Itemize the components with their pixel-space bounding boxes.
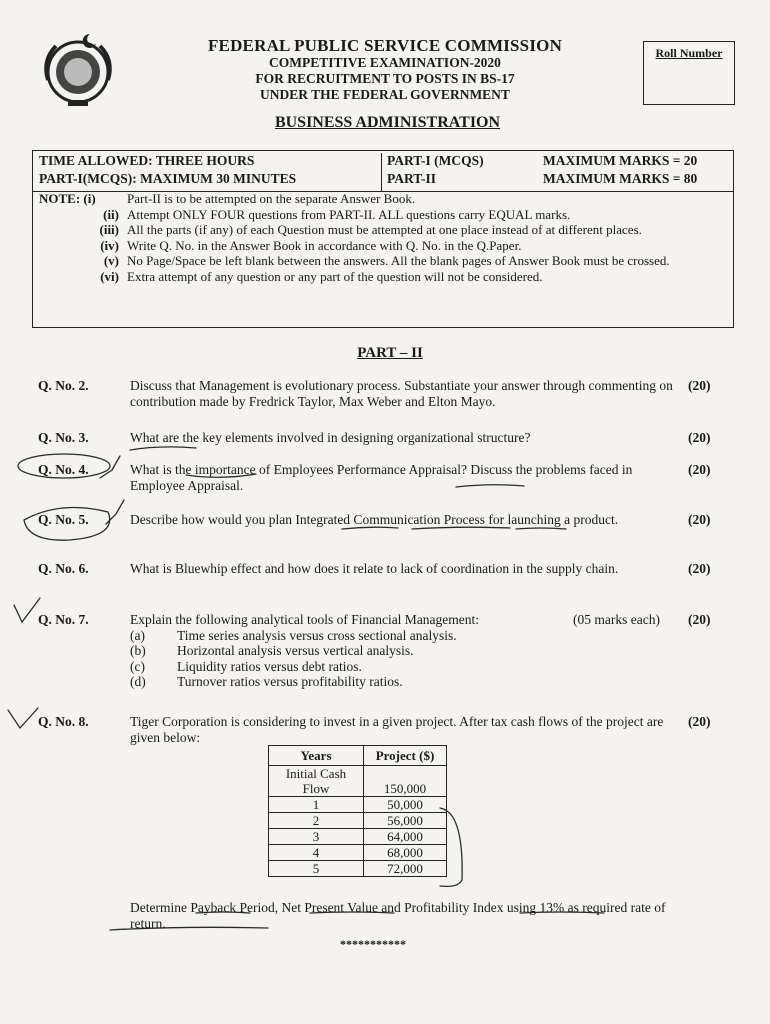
part1-label: PART-I (MCQS): [381, 153, 484, 191]
table-header-row: [269, 746, 447, 766]
question-text: Determine Payback Period, Net Present Value and Profitability Index using 13% as required rate of return.: [130, 900, 666, 931]
table-cell: 5: [269, 861, 364, 877]
table-cell: 50,000: [364, 797, 447, 813]
max-marks-part1: MAXIMUM MARKS = 20: [543, 153, 698, 168]
sub-question: (b) Horizontal analysis versus vertical analysis.: [130, 643, 414, 658]
table-cell: 1: [269, 797, 364, 813]
sub-question: (a) Time series analysis versus cross sectional analysis.: [130, 627, 457, 643]
note-item: (ii) Attempt ONLY FOUR questions from PART-II. ALL questions carry EQUAL marks.: [103, 206, 571, 222]
table-row: [269, 813, 447, 829]
question-label: Q. No. 5.: [38, 512, 89, 527]
table-cell: 56,000: [364, 813, 447, 829]
question-text: Tiger Corporation is considering to invest in a given project. After tax cash flows of the project are given below:: [130, 714, 664, 745]
sub-question: (d) Turnover ratios versus profitability ratios.: [130, 674, 403, 689]
question-text: What is Bluewhip effect and how does it relate to lack of coordination in the supply chain.: [130, 561, 619, 576]
government-line: UNDER THE FEDERAL GOVERNMENT: [260, 87, 510, 102]
question-label: Q. No. 6.: [38, 561, 89, 576]
checkmark-icon: [100, 456, 120, 478]
table-cell: 150,000: [364, 766, 447, 797]
table-cell: 72,000: [364, 861, 447, 877]
info-row-1: [33, 153, 733, 171]
note-item: (iv) Write Q. No. in the Answer Book in accordance with Q. No. in the Q.Paper.: [100, 237, 522, 253]
instructions-box: [32, 150, 734, 328]
fpsc-emblem-icon: [38, 30, 118, 110]
note-item: (iii) All the parts (if any) of each Question must be attempted at one place instead of at different places.: [99, 222, 642, 237]
recruitment-line: FOR RECRUITMENT TO POSTS IN BS-17: [255, 71, 515, 86]
notes-list: [39, 191, 727, 284]
checkmark-icon: [106, 500, 124, 524]
part-heading: PART – II: [357, 345, 423, 361]
question-marks: (20): [688, 561, 711, 576]
question-label: Q. No. 2.: [38, 378, 89, 393]
table-header: Project ($): [364, 746, 447, 766]
checkmark-icon: [8, 708, 38, 728]
commission-title: FEDERAL PUBLIC SERVICE COMMISSION: [207, 36, 563, 55]
table-row: [269, 797, 447, 813]
question-text: What is the importance of Employees Performance Appraisal? Discuss the problems faced in Employee Appraisal.: [130, 462, 633, 493]
question-text: Describe how would you plan Integrated Communication Process for launching a product.: [130, 512, 619, 527]
table-row: [269, 845, 447, 861]
question-marks: (20): [688, 462, 711, 477]
note-item: (vi) Extra attempt of any question or any part of the question will not be considered.: [100, 268, 543, 284]
part1-time: PART-I(MCQS): MAXIMUM 30 MINUTES: [39, 171, 297, 186]
max-marks-part2: MAXIMUM MARKS = 80: [543, 171, 698, 186]
question-marks: (20): [688, 512, 711, 527]
question-label: Q. No. 7.: [38, 612, 89, 627]
question-text: Explain the following analytical tools of Financial Management: (05 marks each) (a) Time series analysis versus cross sectional analysis. (b) Horizontal analysis versus vertical analysis. (c) Liquidity ratios versus debt ratios. (d) Turnover ratios versus profitability ratios.: [130, 612, 686, 690]
subject-title: BUSINESS ADMINISTRATION: [274, 114, 501, 131]
end-mark: ***********: [340, 937, 406, 951]
question-text: Discuss that Management is evolutionary process. Substantiate your answer through commenting on contribution made by Fredrick Taylor, Max Weber and Elton Mayo.: [130, 378, 673, 409]
table-header: Years: [269, 746, 364, 766]
roll-number-box: [643, 41, 735, 105]
note-item: (v) No Page/Space be left blank between the answers. All the blank pages of Answer Book must be crossed.: [103, 253, 670, 268]
table-row: [269, 861, 447, 877]
marks-each: (05 marks each): [573, 612, 660, 627]
table-cell: 64,000: [364, 829, 447, 845]
sub-question: (c) Liquidity ratios versus debt ratios.: [130, 658, 362, 674]
question-marks: (20): [688, 378, 711, 393]
question-text: What are the key elements involved in designing organizational structure?: [130, 430, 531, 445]
question-marks: (20): [688, 430, 711, 445]
question-marks: (20): [688, 612, 711, 627]
question-marks: (20): [688, 714, 711, 729]
checkmark-icon: [14, 598, 40, 622]
table-cell: Initial Cash Flow: [269, 766, 364, 797]
question-label: Q. No. 3.: [38, 430, 89, 445]
table-row: [269, 829, 447, 845]
exam-title: COMPETITIVE EXAMINATION-2020: [269, 55, 501, 70]
question-label: Q. No. 8.: [38, 714, 89, 729]
question-label: Q. No. 4.: [38, 462, 89, 477]
note-item: NOTE: (i) Part-II is to be attempted on the separate Answer Book.: [39, 191, 416, 206]
table-cell: 68,000: [364, 845, 447, 861]
time-allowed: TIME ALLOWED: THREE HOURS: [39, 153, 255, 168]
roll-number-label: Roll Number: [655, 46, 723, 60]
cashflow-table: [268, 745, 447, 877]
table-cell: 2: [269, 813, 364, 829]
table-cell: 4: [269, 845, 364, 861]
table-row: [269, 766, 447, 797]
table-cell: 3: [269, 829, 364, 845]
part2-label: PART-II: [387, 171, 437, 186]
